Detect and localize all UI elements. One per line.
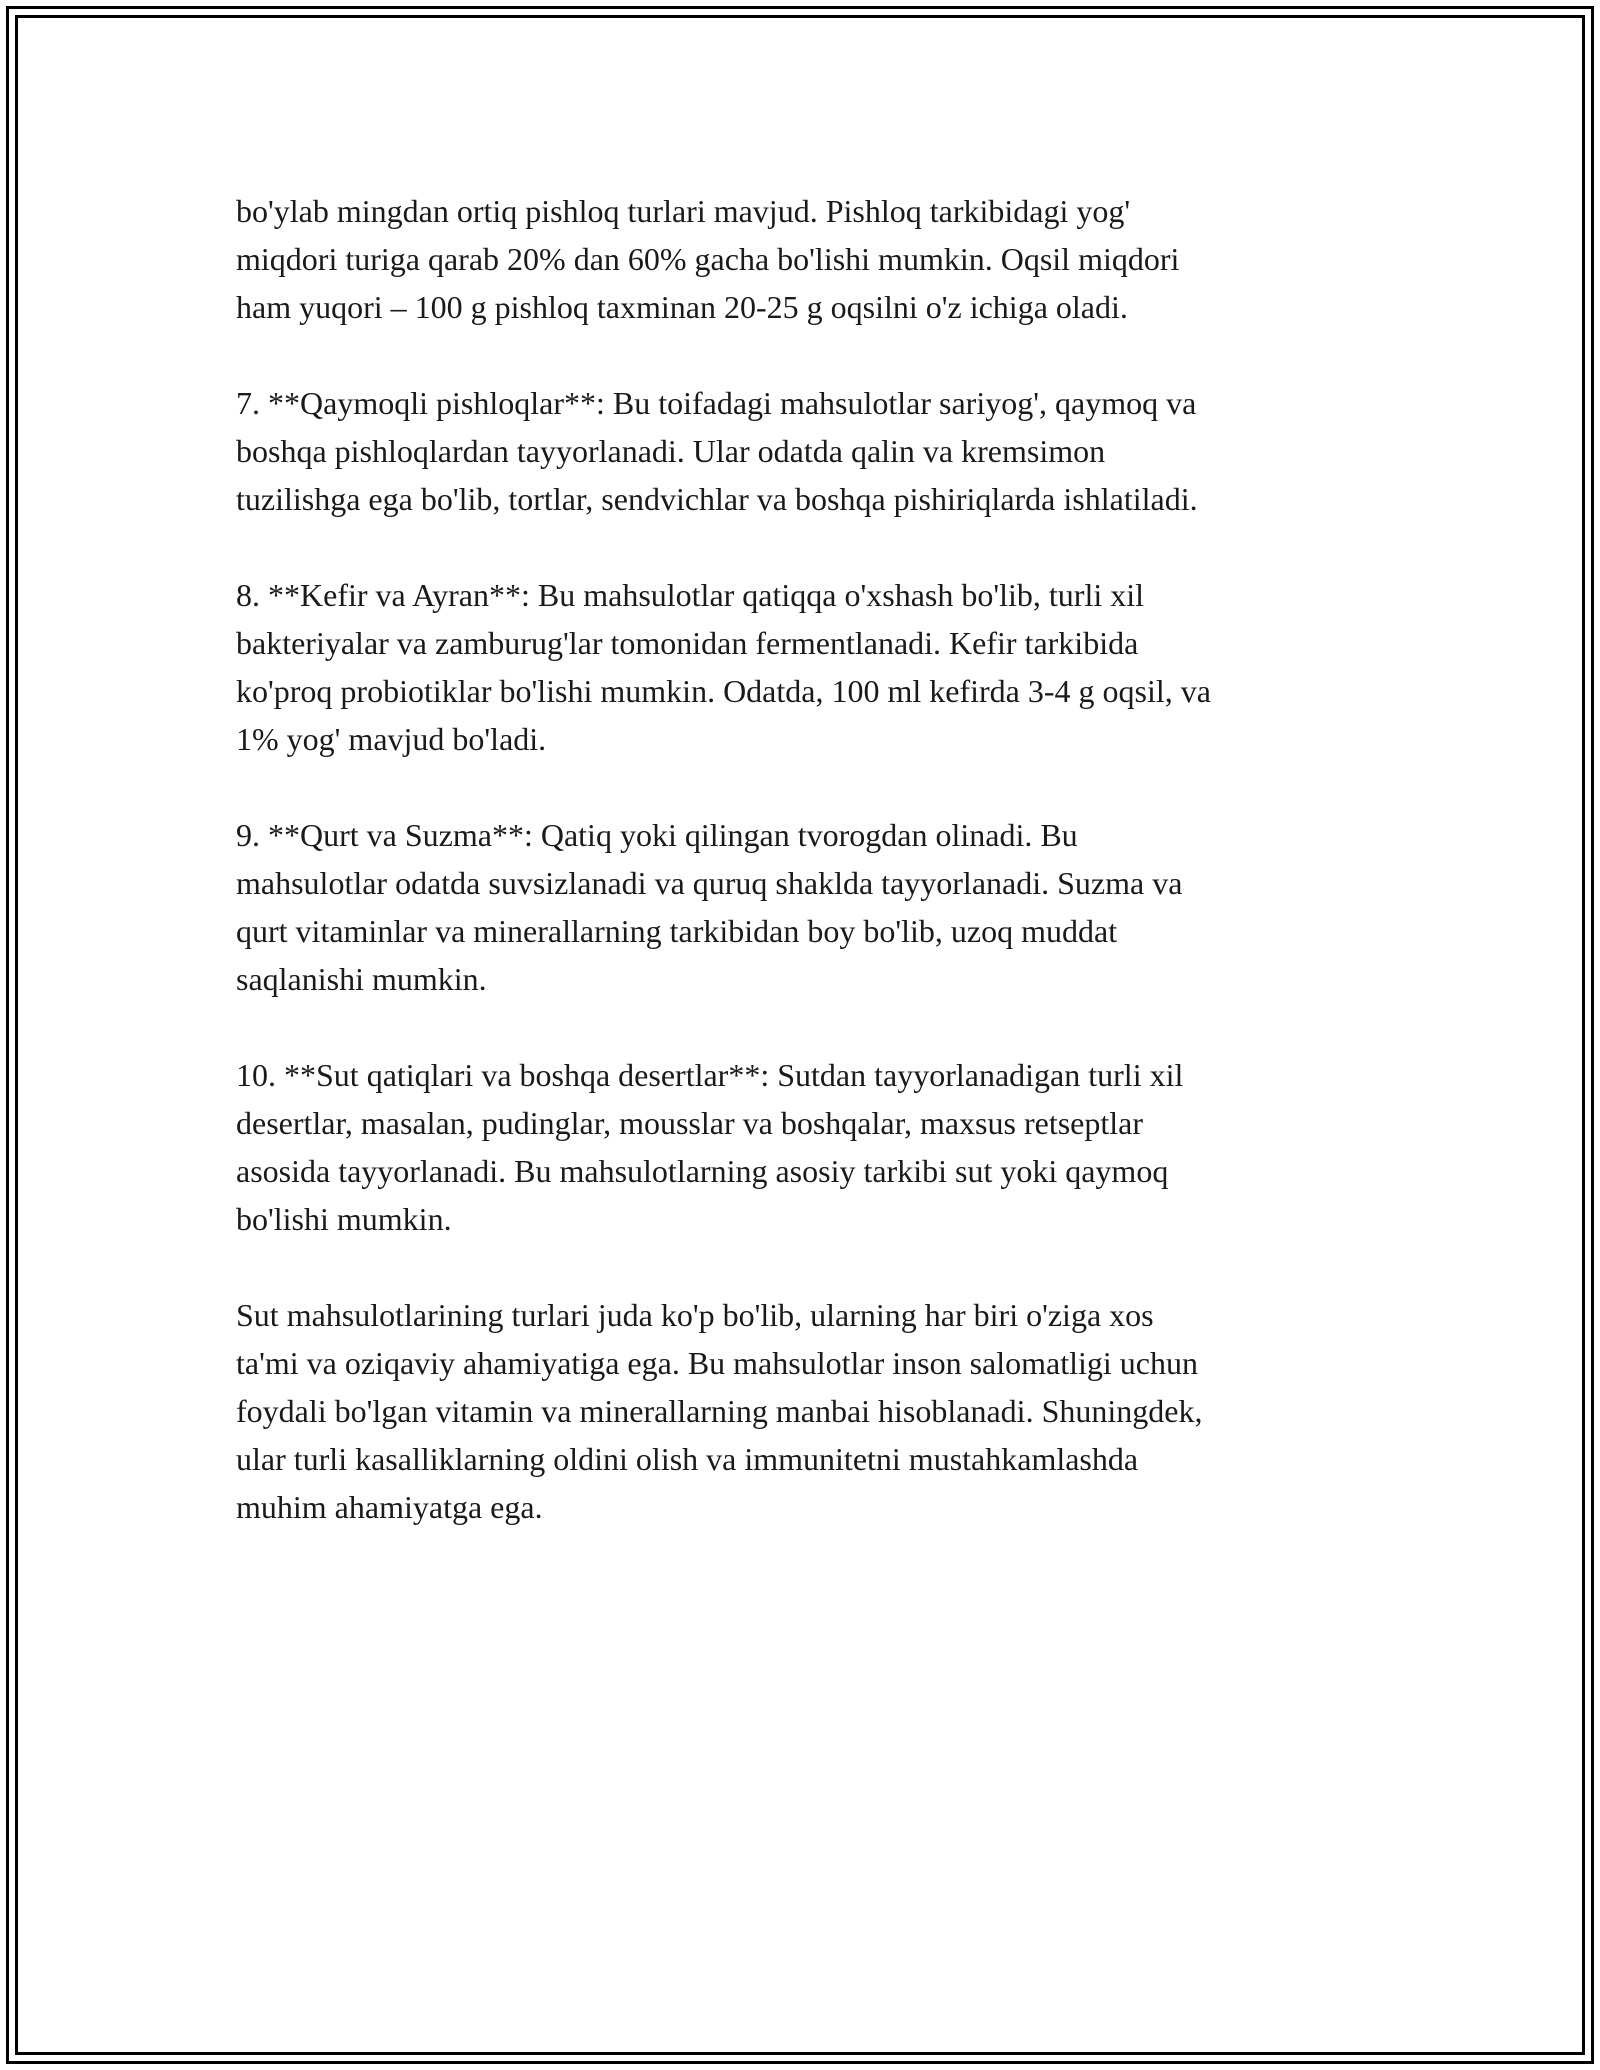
paragraph-desserts: 10. **Sut qatiqlari va boshqa desertlar**: Sutdan tayyorlanadigan turli xil desertlar, masalan, pudinglar, mousslar va boshqalar, maxsus retseptlar asosida tayyorlanadi. Bu mahsulotlarning asosiy tarkibi sut yoki qaymoq bo'lishi mumkin.	[236, 1057, 1184, 1237]
paragraph-cream-cheeses: 7. **Qaymoqli pishloqlar**: Bu toifadagi mahsulotlar sariyog', qaymoq va boshqa pishloqlardan tayyorlanadi. Ular odatda qalin va kremsimon tuzilishga ega bo'lib, tortlar, sendvichlar va boshqa pishiriqlarda ishlatiladi.	[236, 385, 1198, 517]
paragraph-qurt-suzma: 9. **Qurt va Suzma**: Qatiq yoki qilingan tvorogdan olinadi. Bu mahsulotlar odatda suvsizlanadi va quruq shaklda tayyorlanadi. Suzma va qurt vitaminlar va minerallarning tarkibidan boy bo'lib, uzoq muddat saqlanishi mumkin.	[236, 817, 1183, 997]
paragraph-conclusion: Sut mahsulotlarining turlari juda ko'p bo'lib, ularning har biri o'ziga xos ta'mi va oziqaviy ahamiyatiga ega. Bu mahsulotlar inson salomatligi uchun foydali bo'lgan vitamin va minerallarning manbai hisoblanadi. Shuningdek, ular turli kasalliklarning oldini olish va immunitetni mustahkamlashda muhim ahamiyatga ega.	[236, 1297, 1203, 1525]
paragraph-cheese-continuation: bo'ylab mingdan ortiq pishloq turlari mavjud. Pishloq tarkibidagi yog' miqdori turiga qarab 20% dan 60% gacha bo'lishi mumkin. Oqsil miqdori ham yuqori – 100 g pishloq taxminan 20-25 g oqsilni o'z ichiga oladi.	[236, 193, 1180, 325]
paragraph-kefir-ayran: 8. **Kefir va Ayran**: Bu mahsulotlar qatiqqa o'xshash bo'lib, turli xil bakteriyalar va zamburug'lar tomonidan fermentlanadi. Kefir tarkibida ko'proq probiotiklar bo'lishi mumkin. Odatda, 100 ml kefirda 3-4 g oqsil, va 1% yog' mavjud bo'ladi.	[236, 577, 1211, 757]
document-body	[236, 187, 1366, 1579]
